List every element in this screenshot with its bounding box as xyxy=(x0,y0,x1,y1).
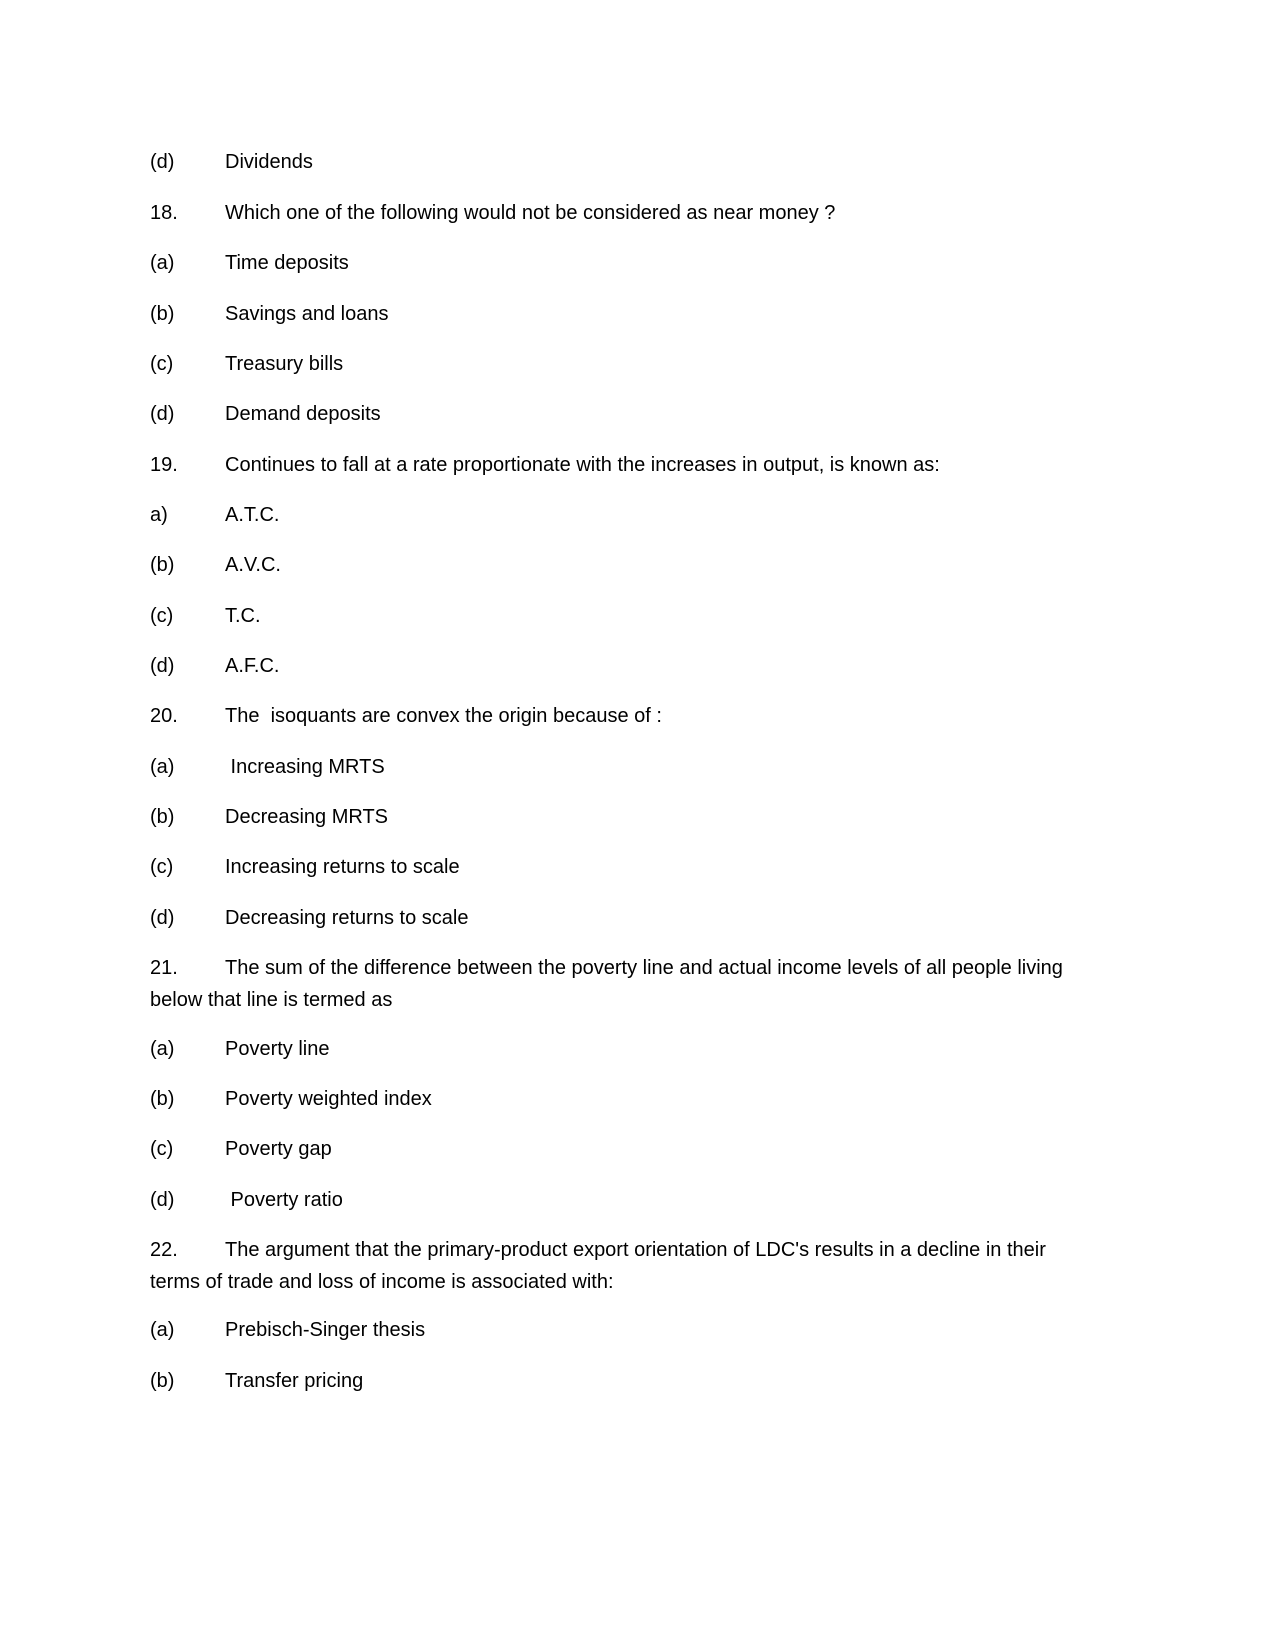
option-text: Demand deposits xyxy=(225,403,381,425)
question-number: 20. xyxy=(150,705,178,727)
option-text: A.V.C. xyxy=(225,554,281,576)
option-line xyxy=(150,1314,1130,1346)
question-text: The sum of the difference between the poverty line and actual income levels of all people living xyxy=(225,957,1063,979)
option-text: Prebisch-Singer thesis xyxy=(225,1319,426,1341)
question-text: Continues to fall at a rate proportionate with the increases in output, is known as: xyxy=(225,454,940,476)
option-label: (d) xyxy=(150,403,175,425)
option-text: Poverty weighted index xyxy=(225,1088,432,1110)
question-text-continuation: terms of trade and loss of income is associated with: xyxy=(150,1271,614,1293)
question-line xyxy=(150,449,1130,481)
option-text: Savings and loans xyxy=(225,303,389,325)
option-label: (b) xyxy=(150,1370,175,1392)
option-text: Poverty line xyxy=(225,1038,330,1060)
question-number: 21. xyxy=(150,957,178,979)
option-label: (a) xyxy=(150,756,175,778)
option-line xyxy=(150,146,1130,178)
question-text-continuation: below that line is termed as xyxy=(150,989,393,1011)
option-label: (c) xyxy=(150,353,174,375)
option-label: (d) xyxy=(150,1189,175,1211)
question-line xyxy=(150,197,1130,229)
option-line xyxy=(150,1365,1130,1397)
option-text: Increasing MRTS xyxy=(225,756,385,778)
option-line xyxy=(150,1133,1130,1165)
option-text: Dividends xyxy=(225,151,313,173)
question-number: 18. xyxy=(150,202,178,224)
question-text: Which one of the following would not be considered as near money ? xyxy=(225,202,836,224)
option-line xyxy=(150,398,1130,430)
option-label: (a) xyxy=(150,1038,175,1060)
option-line xyxy=(150,1033,1130,1065)
option-line xyxy=(150,600,1130,632)
option-label: (c) xyxy=(150,605,174,627)
option-label: (a) xyxy=(150,1319,175,1341)
option-text: Transfer pricing xyxy=(225,1370,364,1392)
question-line xyxy=(150,1234,1130,1298)
option-label: (b) xyxy=(150,554,175,576)
option-line xyxy=(150,851,1130,883)
option-text: Poverty gap xyxy=(225,1138,332,1160)
option-line xyxy=(150,549,1130,581)
option-text: Increasing returns to scale xyxy=(225,856,460,878)
option-line xyxy=(150,801,1130,833)
option-line xyxy=(150,499,1130,531)
question-line xyxy=(150,952,1130,1016)
option-label: (d) xyxy=(150,907,175,929)
question-number: 19. xyxy=(150,454,178,476)
option-label: a) xyxy=(150,504,168,526)
question-line xyxy=(150,700,1130,732)
option-text: Decreasing returns to scale xyxy=(225,907,469,929)
option-line xyxy=(150,751,1130,783)
option-label: (c) xyxy=(150,1138,174,1160)
option-line xyxy=(150,650,1130,682)
option-line xyxy=(150,298,1130,330)
option-line xyxy=(150,348,1130,380)
question-text: The argument that the primary-product export orientation of LDC's results in a decline in their xyxy=(225,1239,1046,1261)
option-line xyxy=(150,902,1130,934)
option-label: (d) xyxy=(150,655,175,677)
option-text: Time deposits xyxy=(225,252,349,274)
option-label: (b) xyxy=(150,806,175,828)
option-label: (b) xyxy=(150,1088,175,1110)
option-text: A.T.C. xyxy=(225,504,280,526)
option-line xyxy=(150,1184,1130,1216)
option-label: (a) xyxy=(150,252,175,274)
question-number: 22. xyxy=(150,1239,178,1261)
question-text: The isoquants are convex the origin because of : xyxy=(225,705,662,727)
option-text: Treasury bills xyxy=(225,353,344,375)
option-label: (d) xyxy=(150,151,175,173)
option-text: Decreasing MRTS xyxy=(225,806,389,828)
option-line xyxy=(150,247,1130,279)
option-label: (b) xyxy=(150,303,175,325)
option-label: (c) xyxy=(150,856,174,878)
option-text: A.F.C. xyxy=(225,655,280,677)
option-line xyxy=(150,1083,1130,1115)
option-text: Poverty ratio xyxy=(225,1189,343,1211)
option-text: T.C. xyxy=(225,605,261,627)
